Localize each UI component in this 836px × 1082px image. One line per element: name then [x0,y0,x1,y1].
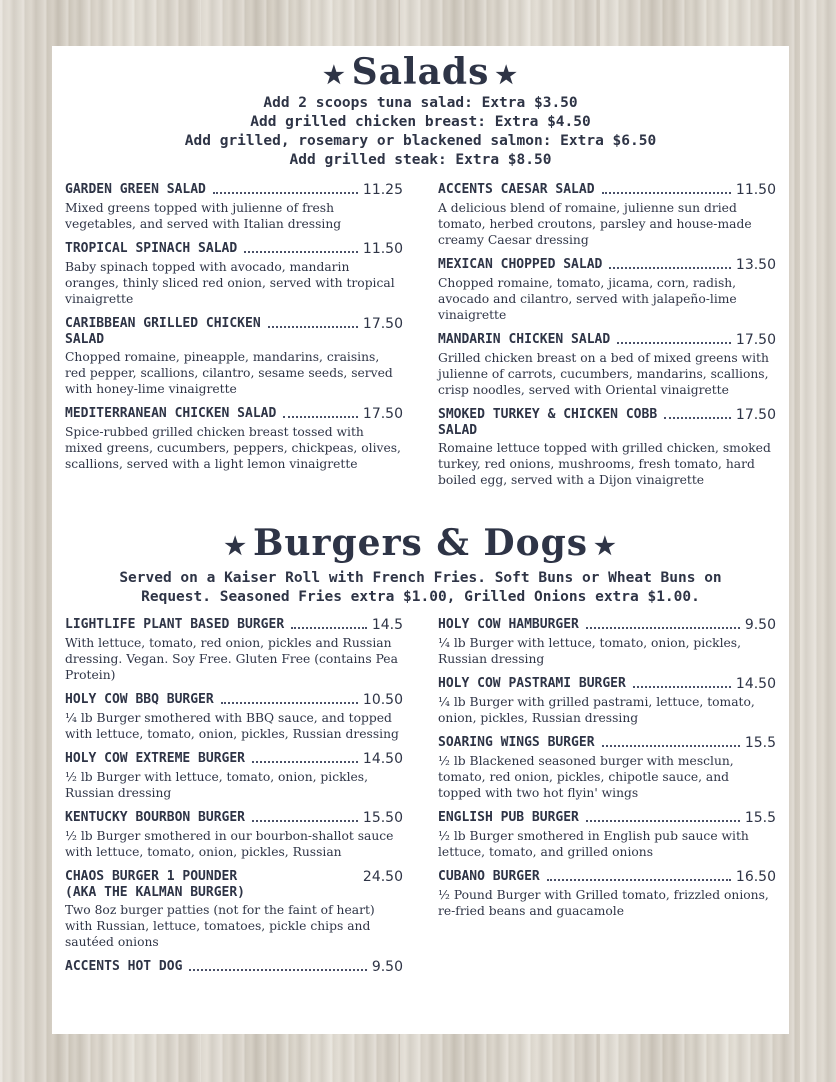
menu-item-header [438,332,776,348]
menu-item-header [65,617,403,633]
menu-item-description: ¼ lb Burger with lettuce, tomato, onion, pickles, Russian dressing [438,636,742,666]
dot-leader [586,820,740,822]
salad-extras [52,94,789,170]
menu-item-name-continued: SALAD [438,423,478,438]
menu-item-price: 15.5 [744,810,776,826]
dot-leader [633,686,731,688]
menu-item [438,735,776,801]
dot-leader [252,820,358,822]
menu-item-name: SMOKED TURKEY & CHICKEN COBB [438,407,658,422]
menu-item-header [438,869,776,885]
menu-item [65,959,403,975]
menu-item-header [65,810,403,826]
menu-item-header [438,676,776,692]
menu-item [65,182,403,232]
menu-item-header [438,407,776,423]
burgers-left-column [65,617,403,984]
menu-item-name: CUBANO BURGER [438,869,540,884]
salad-extra-line: Add 2 scoops tuna salad: Extra $3.50 [263,95,578,111]
menu-item-name: MANDARIN CHICKEN SALAD [438,332,611,347]
salad-extra-line: Add grilled chicken breast: Extra $4.50 [250,114,591,130]
dot-leader [283,416,358,418]
menu-item-description: With lettuce, tomato, red onion, pickles and Russian dressing. Vegan. Soy Free. Gluten Free (contains Pea Protein) [65,636,398,682]
menu-item-header [438,182,776,198]
menu-item-price: 14.50 [362,751,403,767]
dot-leader [602,192,731,194]
star-icon: ★ [594,531,617,560]
menu-item-description: ½ lb Burger smothered in our bourbon-shallot sauce with lettuce, tomato, onion, pickles, Russian [65,829,394,859]
dot-leader [221,702,358,704]
menu-item-description: Grilled chicken breast on a bed of mixed greens with julienne of carrots, cucumbers, mandarins, scallions, crisp noodles, served with Oriental vinaigrette [438,351,769,397]
dot-leader [291,627,367,629]
menu-item-price: 17.50 [362,316,403,332]
menu-item-name: HOLY COW HAMBURGER [438,617,579,632]
dot-leader [664,417,731,419]
menu-item [438,869,776,919]
menu-item-description: Mixed greens topped with julienne of fresh vegetables, and served with Italian dressing [65,201,342,231]
menu-item [65,406,403,472]
menu-item [438,182,776,248]
dot-leader [213,192,358,194]
menu-item [438,257,776,323]
star-icon: ★ [495,60,518,89]
menu-item-price: 17.50 [362,406,403,422]
menu-item [438,407,776,488]
salads-right-column [438,182,776,497]
menu-item [65,316,403,397]
dot-leader [602,745,740,747]
burgers-note-line: Request. Seasoned Fries extra $1.00, Grilled Onions extra $1.00. [141,589,700,605]
dot-leader [244,251,358,253]
menu-item-header [65,869,403,885]
menu-item-price: 14.5 [371,617,403,633]
menu-item-description: ½ lb Burger with lettuce, tomato, onion, pickles, Russian dressing [65,770,369,800]
menu-item [65,617,403,683]
menu-item-name: GARDEN GREEN SALAD [65,182,206,197]
menu-item-price: 24.50 [362,869,403,885]
menu-item [438,332,776,398]
menu-item-name-continued: (AKA THE KALMAN BURGER) [65,885,246,900]
salad-extra-line: Add grilled steak: Extra $8.50 [289,152,552,168]
menu-item-name: HOLY COW BBQ BURGER [65,692,214,707]
dot-leader [189,969,366,971]
menu-item [65,810,403,860]
menu-item [438,617,776,667]
burgers-right-column [438,617,776,928]
menu-item [438,676,776,726]
menu-item-name: SOARING WINGS BURGER [438,735,595,750]
salads-left-column [65,182,403,481]
menu-item-description: Two 8oz burger patties (not for the faint of heart) with Russian, lettuce, tomatoes, pickle chips and sautéed onions [65,903,375,949]
menu-item-header [65,751,403,767]
menu-item-name: CARIBBEAN GRILLED CHICKEN [65,316,261,331]
menu-item-price: 17.50 [735,407,776,423]
menu-item-description: ½ lb Burger smothered in English pub sauce with lettuce, tomato, and grilled onions [438,829,749,859]
menu-item-price: 11.50 [362,241,403,257]
menu-item-name: HOLY COW EXTREME BURGER [65,751,246,766]
star-icon: ★ [323,60,346,89]
menu-item-name: ACCENTS CAESAR SALAD [438,182,595,197]
menu-item-name: LIGHTLIFE PLANT BASED BURGER [65,617,285,632]
dot-leader [268,326,358,328]
menu-item-description: Baby spinach topped with avocado, mandarin oranges, thinly sliced red onion, served with tropical vinaigrette [65,260,395,306]
menu-item-name: MEXICAN CHOPPED SALAD [438,257,603,272]
menu-item-price: 17.50 [735,332,776,348]
menu-item [65,869,403,950]
menu-item-name: CHAOS BURGER 1 POUNDER [65,869,238,884]
menu-item-name: ACCENTS HOT DOG [65,959,183,974]
menu-item [65,692,403,742]
menu-item-header [65,959,403,975]
menu-item-price: 11.25 [362,182,403,198]
menu-item [65,241,403,307]
menu-item-price: 11.50 [735,182,776,198]
menu-item-header [65,316,403,332]
menu-item-description: Spice-rubbed grilled chicken breast tossed with mixed greens, cucumbers, peppers, chickpeas, olives, scallions, served with a light lemon vinaigrette [65,425,401,471]
menu-item-description: ¼ lb Burger smothered with BBQ sauce, and topped with lettuce, tomato, onion, pickles, Russian dressing [65,711,399,741]
menu-item-name: TROPICAL SPINACH SALAD [65,241,238,256]
menu-item-description: Romaine lettuce topped with grilled chicken, smoked turkey, red onions, mushrooms, fresh tomato, hard boiled egg, served with a Dijon vinaigrette [438,441,771,487]
dot-leader [609,267,731,269]
dot-leader [586,627,740,629]
salads-title: Salads [351,51,490,93]
menu-item-price: 9.50 [371,959,403,975]
salads-heading [52,50,789,97]
menu-item-description: Chopped romaine, pineapple, mandarins, craisins, red pepper, scallions, cilantro, sesame seeds, served with honey-lime vinaigrette [65,350,393,396]
burgers-heading [52,520,789,569]
menu-item-price: 9.50 [744,617,776,633]
menu-item [438,810,776,860]
star-icon: ★ [224,531,247,560]
salad-extra-line: Add grilled, rosemary or blackened salmon: Extra $6.50 [184,133,657,149]
menu-item-price: 16.50 [735,869,776,885]
menu-item-header [65,182,403,198]
dot-leader [547,879,731,881]
menu-item-header [65,241,403,257]
menu-item-price: 10.50 [362,692,403,708]
menu-item-price: 15.5 [744,735,776,751]
menu-item-description: Chopped romaine, tomato, jicama, corn, radish, avocado and cilantro, served with jalapeño-lime vinaigrette [438,276,737,322]
dot-leader [617,342,731,344]
menu-item-header [65,406,403,422]
menu-item-description: ½ lb Blackened seasoned burger with mesclun, tomato, red onion, pickles, chipotle sauce, and topped with two hot flyin' wings [438,754,734,800]
menu-item-price: 15.50 [362,810,403,826]
burgers-note-line: Served on a Kaiser Roll with French Fries. Soft Buns or Wheat Buns on [119,570,722,586]
menu-item-description: ¼ lb Burger with grilled pastrami, lettuce, tomato, onion, pickles, Russian dressing [438,695,755,725]
menu-item-header [438,810,776,826]
menu-item-price: 14.50 [735,676,776,692]
menu-page [52,46,789,1034]
menu-item [65,751,403,801]
menu-item-name: KENTUCKY BOURBON BURGER [65,810,246,825]
burgers-note [52,569,789,607]
dot-leader [252,761,358,763]
burgers-title: Burgers & Dogs [252,522,589,564]
menu-item-price: 13.50 [735,257,776,273]
menu-item-description: A delicious blend of romaine, julienne sun dried tomato, herbed croutons, parsley and house-made creamy Caesar dressing [438,201,752,247]
menu-item-name-continued: SALAD [65,332,105,347]
menu-item-name: ENGLISH PUB BURGER [438,810,579,825]
menu-item-name: MEDITERRANEAN CHICKEN SALAD [65,406,277,421]
menu-item-header [438,257,776,273]
menu-item-header [438,617,776,633]
menu-item-name: HOLY COW PASTRAMI BURGER [438,676,626,691]
menu-item-header [65,692,403,708]
menu-item-description: ½ Pound Burger with Grilled tomato, frizzled onions, re-fried beans and guacamole [438,888,769,918]
menu-item-header [438,735,776,751]
